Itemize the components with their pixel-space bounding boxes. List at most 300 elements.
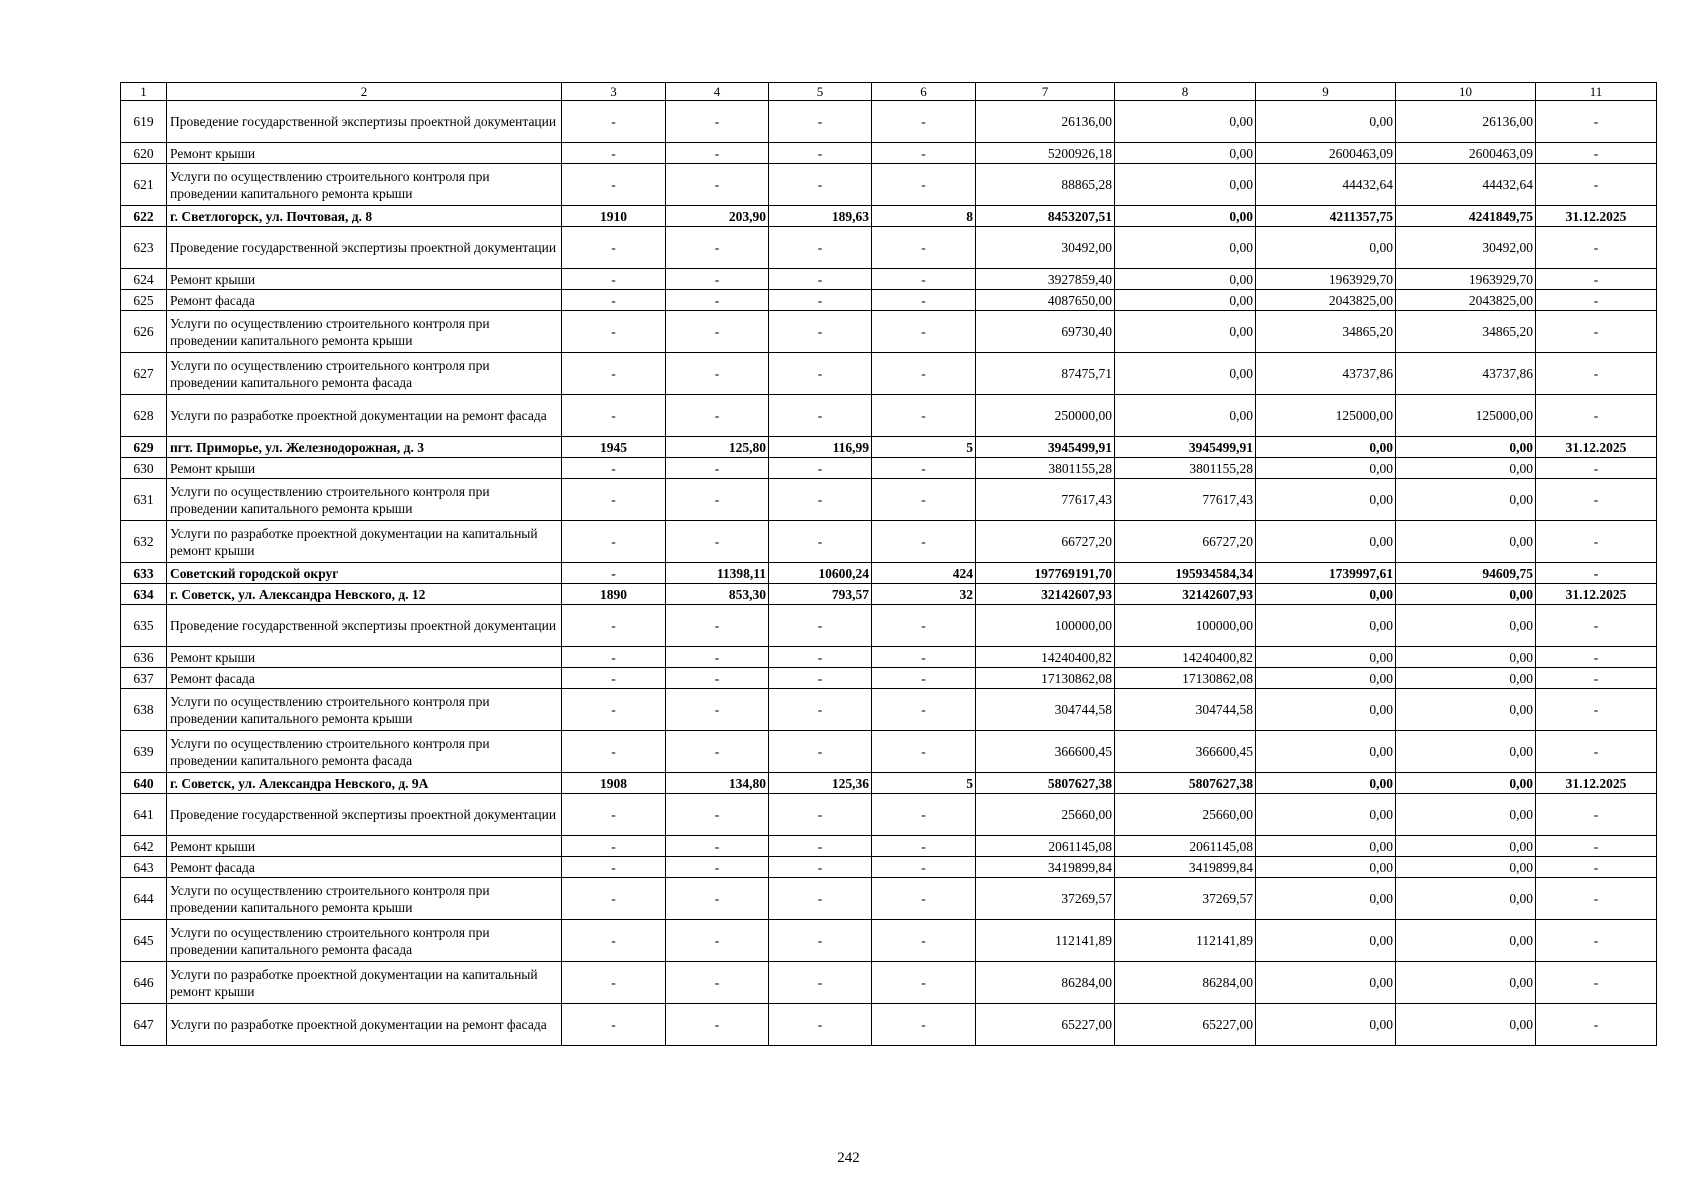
- cost-column-10-cell: 26136,00: [1396, 101, 1536, 143]
- row-number-cell: 620: [121, 143, 167, 164]
- total-cost-cell: 26136,00: [976, 101, 1115, 143]
- cost-column-10-cell: 0,00: [1396, 920, 1536, 962]
- build-year-cell: -: [562, 353, 666, 395]
- residents-cell: -: [872, 605, 976, 647]
- total-cost-cell: 112141,89: [976, 920, 1115, 962]
- completion-date-cell: -: [1536, 878, 1657, 920]
- completion-date-cell: -: [1536, 395, 1657, 437]
- total-cost-cell: 69730,40: [976, 311, 1115, 353]
- build-year-cell: -: [562, 227, 666, 269]
- residents-cell: -: [872, 731, 976, 773]
- residents-cell: 424: [872, 563, 976, 584]
- living-area-cell: -: [769, 290, 872, 311]
- total-area-cell: -: [666, 353, 769, 395]
- cost-column-10-cell: 43737,86: [1396, 353, 1536, 395]
- living-area-cell: -: [769, 689, 872, 731]
- residents-cell: -: [872, 962, 976, 1004]
- cost-column-10-cell: 0,00: [1396, 773, 1536, 794]
- completion-date-cell: -: [1536, 962, 1657, 1004]
- cost-column-10-cell: 0,00: [1396, 479, 1536, 521]
- cost-column-8-cell: 3419899,84: [1115, 857, 1256, 878]
- living-area-cell: -: [769, 1004, 872, 1046]
- build-year-cell: -: [562, 395, 666, 437]
- completion-date-cell: -: [1536, 857, 1657, 878]
- column-header-1: 1: [121, 83, 167, 101]
- total-area-cell: -: [666, 731, 769, 773]
- work-description-cell: г. Светлогорск, ул. Почтовая, д. 8: [167, 206, 562, 227]
- residents-cell: -: [872, 836, 976, 857]
- work-description-cell: Ремонт крыши: [167, 269, 562, 290]
- living-area-cell: -: [769, 878, 872, 920]
- cost-column-8-cell: 0,00: [1115, 395, 1256, 437]
- living-area-cell: -: [769, 920, 872, 962]
- work-description-cell: Услуги по осуществлению строительного контроля при проведении капитального ремонта крыши: [167, 689, 562, 731]
- residents-cell: -: [872, 353, 976, 395]
- cost-column-8-cell: 0,00: [1115, 290, 1256, 311]
- table-row: [121, 1004, 1657, 1046]
- total-cost-cell: 3801155,28: [976, 458, 1115, 479]
- work-description-cell: Услуги по разработке проектной документации на ремонт фасада: [167, 395, 562, 437]
- build-year-cell: -: [562, 290, 666, 311]
- total-cost-cell: 366600,45: [976, 731, 1115, 773]
- completion-date-cell: -: [1536, 101, 1657, 143]
- row-number-cell: 629: [121, 437, 167, 458]
- total-cost-cell: 3927859,40: [976, 269, 1115, 290]
- living-area-cell: -: [769, 227, 872, 269]
- build-year-cell: -: [562, 668, 666, 689]
- work-description-cell: Ремонт фасада: [167, 668, 562, 689]
- build-year-cell: -: [562, 920, 666, 962]
- work-description-cell: Услуги по осуществлению строительного контроля при проведении капитального ремонта фасада: [167, 731, 562, 773]
- residents-cell: 5: [872, 773, 976, 794]
- cost-column-8-cell: 14240400,82: [1115, 647, 1256, 668]
- total-area-cell: -: [666, 164, 769, 206]
- total-area-cell: -: [666, 458, 769, 479]
- subtotal-row: [121, 773, 1657, 794]
- living-area-cell: 116,99: [769, 437, 872, 458]
- living-area-cell: -: [769, 605, 872, 647]
- living-area-cell: -: [769, 269, 872, 290]
- residents-cell: -: [872, 668, 976, 689]
- total-cost-cell: 87475,71: [976, 353, 1115, 395]
- total-cost-cell: 30492,00: [976, 227, 1115, 269]
- living-area-cell: 125,36: [769, 773, 872, 794]
- cost-column-9-cell: 43737,86: [1256, 353, 1396, 395]
- total-cost-cell: 5807627,38: [976, 773, 1115, 794]
- completion-date-cell: -: [1536, 164, 1657, 206]
- residents-cell: -: [872, 311, 976, 353]
- living-area-cell: -: [769, 731, 872, 773]
- cost-column-8-cell: 77617,43: [1115, 479, 1256, 521]
- build-year-cell: -: [562, 605, 666, 647]
- row-number-cell: 625: [121, 290, 167, 311]
- build-year-cell: -: [562, 164, 666, 206]
- residents-cell: -: [872, 479, 976, 521]
- total-area-cell: -: [666, 647, 769, 668]
- build-year-cell: 1910: [562, 206, 666, 227]
- cost-column-9-cell: 1739997,61: [1256, 563, 1396, 584]
- completion-date-cell: -: [1536, 290, 1657, 311]
- completion-date-cell: -: [1536, 311, 1657, 353]
- work-description-cell: Услуги по разработке проектной документации на капитальный ремонт крыши: [167, 962, 562, 1004]
- work-description-cell: Ремонт крыши: [167, 836, 562, 857]
- build-year-cell: 1908: [562, 773, 666, 794]
- total-area-cell: -: [666, 920, 769, 962]
- total-cost-cell: 88865,28: [976, 164, 1115, 206]
- cost-column-10-cell: 34865,20: [1396, 311, 1536, 353]
- cost-column-8-cell: 5807627,38: [1115, 773, 1256, 794]
- completion-date-cell: -: [1536, 731, 1657, 773]
- cost-column-10-cell: 0,00: [1396, 836, 1536, 857]
- living-area-cell: -: [769, 794, 872, 836]
- column-header-2: 2: [167, 83, 562, 101]
- work-description-cell: Услуги по разработке проектной документации на капитальный ремонт крыши: [167, 521, 562, 563]
- total-area-cell: 11398,11: [666, 563, 769, 584]
- column-header-11: 11: [1536, 83, 1657, 101]
- work-description-cell: Услуги по осуществлению строительного контроля при проведении капитального ремонта фасада: [167, 920, 562, 962]
- residents-cell: -: [872, 1004, 976, 1046]
- row-number-cell: 647: [121, 1004, 167, 1046]
- row-number-cell: 619: [121, 101, 167, 143]
- total-area-cell: -: [666, 227, 769, 269]
- row-number-cell: 644: [121, 878, 167, 920]
- total-area-cell: -: [666, 962, 769, 1004]
- total-area-cell: 203,90: [666, 206, 769, 227]
- row-number-cell: 621: [121, 164, 167, 206]
- cost-column-9-cell: 0,00: [1256, 584, 1396, 605]
- work-description-cell: Услуги по осуществлению строительного контроля при проведении капитального ремонта крыши: [167, 164, 562, 206]
- cost-column-8-cell: 304744,58: [1115, 689, 1256, 731]
- cost-column-10-cell: 0,00: [1396, 731, 1536, 773]
- cost-column-10-cell: 0,00: [1396, 605, 1536, 647]
- total-area-cell: -: [666, 143, 769, 164]
- cost-column-8-cell: 0,00: [1115, 143, 1256, 164]
- completion-date-cell: -: [1536, 668, 1657, 689]
- table-row: [121, 668, 1657, 689]
- row-number-cell: 641: [121, 794, 167, 836]
- total-area-cell: -: [666, 857, 769, 878]
- cost-column-10-cell: 0,00: [1396, 584, 1536, 605]
- cost-column-9-cell: 0,00: [1256, 794, 1396, 836]
- build-year-cell: -: [562, 794, 666, 836]
- living-area-cell: -: [769, 164, 872, 206]
- cost-column-9-cell: 0,00: [1256, 521, 1396, 563]
- living-area-cell: -: [769, 101, 872, 143]
- completion-date-cell: -: [1536, 227, 1657, 269]
- row-number-cell: 639: [121, 731, 167, 773]
- column-number-row: [121, 83, 1657, 101]
- cost-column-8-cell: 0,00: [1115, 311, 1256, 353]
- build-year-cell: -: [562, 269, 666, 290]
- cost-column-8-cell: 3945499,91: [1115, 437, 1256, 458]
- cost-column-9-cell: 0,00: [1256, 878, 1396, 920]
- residents-cell: 32: [872, 584, 976, 605]
- build-year-cell: -: [562, 731, 666, 773]
- work-description-cell: Услуги по осуществлению строительного контроля при проведении капитального ремонта фасада: [167, 353, 562, 395]
- total-cost-cell: 86284,00: [976, 962, 1115, 1004]
- living-area-cell: -: [769, 458, 872, 479]
- completion-date-cell: 31.12.2025: [1536, 584, 1657, 605]
- living-area-cell: 793,57: [769, 584, 872, 605]
- total-area-cell: -: [666, 1004, 769, 1046]
- table-row: [121, 101, 1657, 143]
- living-area-cell: -: [769, 143, 872, 164]
- cost-column-10-cell: 0,00: [1396, 857, 1536, 878]
- table-row: [121, 962, 1657, 1004]
- residents-cell: -: [872, 101, 976, 143]
- row-number-cell: 640: [121, 773, 167, 794]
- cost-column-8-cell: 366600,45: [1115, 731, 1256, 773]
- work-description-cell: Ремонт фасада: [167, 857, 562, 878]
- work-description-cell: г. Советск, ул. Александра Невского, д. 9А: [167, 773, 562, 794]
- subtotal-row: [121, 584, 1657, 605]
- work-description-cell: г. Советск, ул. Александра Невского, д. 12: [167, 584, 562, 605]
- cost-column-10-cell: 0,00: [1396, 437, 1536, 458]
- work-description-cell: Ремонт крыши: [167, 458, 562, 479]
- completion-date-cell: -: [1536, 353, 1657, 395]
- residents-cell: -: [872, 143, 976, 164]
- table-row: [121, 353, 1657, 395]
- table-row: [121, 521, 1657, 563]
- build-year-cell: -: [562, 101, 666, 143]
- row-number-cell: 632: [121, 521, 167, 563]
- build-year-cell: 1890: [562, 584, 666, 605]
- build-year-cell: 1945: [562, 437, 666, 458]
- cost-column-9-cell: 0,00: [1256, 773, 1396, 794]
- cost-column-9-cell: 0,00: [1256, 689, 1396, 731]
- cost-column-8-cell: 0,00: [1115, 206, 1256, 227]
- living-area-cell: -: [769, 311, 872, 353]
- residents-cell: -: [872, 689, 976, 731]
- residents-cell: -: [872, 878, 976, 920]
- total-cost-cell: 2061145,08: [976, 836, 1115, 857]
- cost-column-8-cell: 17130862,08: [1115, 668, 1256, 689]
- residents-cell: -: [872, 521, 976, 563]
- total-area-cell: -: [666, 521, 769, 563]
- total-cost-cell: 66727,20: [976, 521, 1115, 563]
- completion-date-cell: -: [1536, 836, 1657, 857]
- total-cost-cell: 25660,00: [976, 794, 1115, 836]
- row-number-cell: 645: [121, 920, 167, 962]
- cost-column-8-cell: 65227,00: [1115, 1004, 1256, 1046]
- table-row: [121, 458, 1657, 479]
- row-number-cell: 635: [121, 605, 167, 647]
- work-description-cell: Ремонт крыши: [167, 143, 562, 164]
- cost-column-9-cell: 1963929,70: [1256, 269, 1396, 290]
- living-area-cell: -: [769, 962, 872, 1004]
- total-area-cell: 125,80: [666, 437, 769, 458]
- living-area-cell: -: [769, 395, 872, 437]
- cost-column-10-cell: 0,00: [1396, 668, 1536, 689]
- cost-column-9-cell: 0,00: [1256, 962, 1396, 1004]
- row-number-cell: 634: [121, 584, 167, 605]
- completion-date-cell: -: [1536, 605, 1657, 647]
- cost-column-8-cell: 2061145,08: [1115, 836, 1256, 857]
- build-year-cell: -: [562, 878, 666, 920]
- build-year-cell: -: [562, 836, 666, 857]
- work-description-cell: Услуги по осуществлению строительного контроля при проведении капитального ремонта крыши: [167, 878, 562, 920]
- completion-date-cell: -: [1536, 920, 1657, 962]
- row-number-cell: 638: [121, 689, 167, 731]
- total-area-cell: -: [666, 101, 769, 143]
- row-number-cell: 630: [121, 458, 167, 479]
- build-year-cell: -: [562, 311, 666, 353]
- row-number-cell: 631: [121, 479, 167, 521]
- cost-column-9-cell: 0,00: [1256, 668, 1396, 689]
- cost-column-10-cell: 94609,75: [1396, 563, 1536, 584]
- living-area-cell: -: [769, 479, 872, 521]
- cost-column-9-cell: 4211357,75: [1256, 206, 1396, 227]
- total-area-cell: -: [666, 878, 769, 920]
- total-area-cell: 853,30: [666, 584, 769, 605]
- row-number-cell: 633: [121, 563, 167, 584]
- cost-column-8-cell: 0,00: [1115, 227, 1256, 269]
- total-cost-cell: 3945499,91: [976, 437, 1115, 458]
- capital-repair-table: [120, 82, 1657, 1046]
- build-year-cell: -: [562, 143, 666, 164]
- residents-cell: -: [872, 269, 976, 290]
- total-area-cell: -: [666, 395, 769, 437]
- cost-column-10-cell: 0,00: [1396, 878, 1536, 920]
- row-number-cell: 626: [121, 311, 167, 353]
- living-area-cell: -: [769, 668, 872, 689]
- total-cost-cell: 14240400,82: [976, 647, 1115, 668]
- column-header-3: 3: [562, 83, 666, 101]
- table-row: [121, 227, 1657, 269]
- living-area-cell: -: [769, 521, 872, 563]
- residents-cell: -: [872, 920, 976, 962]
- total-cost-cell: 65227,00: [976, 1004, 1115, 1046]
- residents-cell: -: [872, 647, 976, 668]
- table-row: [121, 857, 1657, 878]
- cost-column-8-cell: 0,00: [1115, 269, 1256, 290]
- work-description-cell: пгт. Приморье, ул. Железнодорожная, д. 3: [167, 437, 562, 458]
- total-area-cell: -: [666, 605, 769, 647]
- cost-column-9-cell: 0,00: [1256, 857, 1396, 878]
- total-cost-cell: 5200926,18: [976, 143, 1115, 164]
- row-number-cell: 636: [121, 647, 167, 668]
- cost-column-8-cell: 0,00: [1115, 164, 1256, 206]
- cost-column-8-cell: 0,00: [1115, 101, 1256, 143]
- table-row: [121, 794, 1657, 836]
- total-cost-cell: 197769191,70: [976, 563, 1115, 584]
- cost-column-10-cell: 0,00: [1396, 689, 1536, 731]
- build-year-cell: -: [562, 647, 666, 668]
- residents-cell: -: [872, 227, 976, 269]
- completion-date-cell: -: [1536, 689, 1657, 731]
- row-number-cell: 627: [121, 353, 167, 395]
- table-row: [121, 143, 1657, 164]
- cost-column-10-cell: 0,00: [1396, 647, 1536, 668]
- work-description-cell: Проведение государственной экспертизы проектной документации: [167, 794, 562, 836]
- subtotal-row: [121, 437, 1657, 458]
- total-cost-cell: 17130862,08: [976, 668, 1115, 689]
- cost-column-9-cell: 125000,00: [1256, 395, 1396, 437]
- cost-column-9-cell: 2043825,00: [1256, 290, 1396, 311]
- table-row: [121, 920, 1657, 962]
- table-row: [121, 647, 1657, 668]
- build-year-cell: -: [562, 479, 666, 521]
- total-cost-cell: 37269,57: [976, 878, 1115, 920]
- row-number-cell: 622: [121, 206, 167, 227]
- cost-column-9-cell: 0,00: [1256, 101, 1396, 143]
- cost-column-8-cell: 32142607,93: [1115, 584, 1256, 605]
- cost-column-8-cell: 86284,00: [1115, 962, 1256, 1004]
- cost-column-8-cell: 112141,89: [1115, 920, 1256, 962]
- cost-column-9-cell: 0,00: [1256, 647, 1396, 668]
- completion-date-cell: -: [1536, 563, 1657, 584]
- cost-column-9-cell: 0,00: [1256, 437, 1396, 458]
- cost-column-9-cell: 2600463,09: [1256, 143, 1396, 164]
- subtotal-row: [121, 206, 1657, 227]
- table-row: [121, 290, 1657, 311]
- build-year-cell: -: [562, 458, 666, 479]
- cost-column-10-cell: 125000,00: [1396, 395, 1536, 437]
- completion-date-cell: -: [1536, 1004, 1657, 1046]
- completion-date-cell: -: [1536, 479, 1657, 521]
- total-cost-cell: 32142607,93: [976, 584, 1115, 605]
- row-number-cell: 643: [121, 857, 167, 878]
- completion-date-cell: -: [1536, 794, 1657, 836]
- cost-column-8-cell: 195934584,34: [1115, 563, 1256, 584]
- residents-cell: -: [872, 290, 976, 311]
- completion-date-cell: -: [1536, 647, 1657, 668]
- completion-date-cell: 31.12.2025: [1536, 773, 1657, 794]
- cost-column-10-cell: 2043825,00: [1396, 290, 1536, 311]
- total-area-cell: -: [666, 794, 769, 836]
- living-area-cell: -: [769, 857, 872, 878]
- column-header-9: 9: [1256, 83, 1396, 101]
- living-area-cell: -: [769, 647, 872, 668]
- work-description-cell: Проведение государственной экспертизы проектной документации: [167, 227, 562, 269]
- total-area-cell: 134,80: [666, 773, 769, 794]
- row-number-cell: 642: [121, 836, 167, 857]
- total-area-cell: -: [666, 290, 769, 311]
- total-cost-cell: 4087650,00: [976, 290, 1115, 311]
- cost-column-9-cell: 0,00: [1256, 731, 1396, 773]
- completion-date-cell: 31.12.2025: [1536, 206, 1657, 227]
- cost-column-9-cell: 44432,64: [1256, 164, 1396, 206]
- column-header-7: 7: [976, 83, 1115, 101]
- cost-column-10-cell: 2600463,09: [1396, 143, 1536, 164]
- column-header-10: 10: [1396, 83, 1536, 101]
- cost-column-9-cell: 0,00: [1256, 1004, 1396, 1046]
- subtotal-row: [121, 563, 1657, 584]
- build-year-cell: -: [562, 689, 666, 731]
- row-number-cell: 623: [121, 227, 167, 269]
- row-number-cell: 624: [121, 269, 167, 290]
- living-area-cell: 189,63: [769, 206, 872, 227]
- table-body: [121, 83, 1657, 1046]
- completion-date-cell: -: [1536, 269, 1657, 290]
- page-number: 242: [837, 1150, 860, 1166]
- cost-column-10-cell: 0,00: [1396, 458, 1536, 479]
- residents-cell: -: [872, 458, 976, 479]
- column-header-4: 4: [666, 83, 769, 101]
- cost-column-8-cell: 0,00: [1115, 353, 1256, 395]
- build-year-cell: -: [562, 857, 666, 878]
- table-row: [121, 479, 1657, 521]
- total-cost-cell: 304744,58: [976, 689, 1115, 731]
- build-year-cell: -: [562, 521, 666, 563]
- column-header-8: 8: [1115, 83, 1256, 101]
- total-area-cell: -: [666, 836, 769, 857]
- living-area-cell: -: [769, 836, 872, 857]
- table-row: [121, 731, 1657, 773]
- total-cost-cell: 8453207,51: [976, 206, 1115, 227]
- residents-cell: -: [872, 164, 976, 206]
- cost-column-10-cell: 0,00: [1396, 1004, 1536, 1046]
